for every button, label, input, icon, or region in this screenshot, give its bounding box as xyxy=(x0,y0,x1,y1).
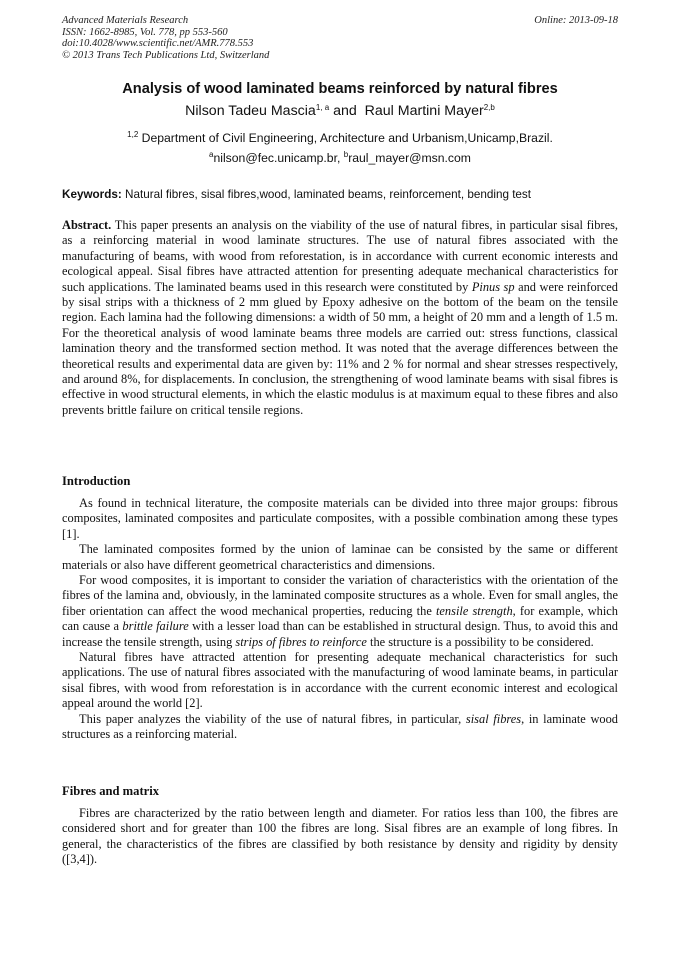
abstract-text-2: and were reinforced by sisal strips with a thickness of 2 mm glued by Epoxy adhesive on the bottom of the beam on the tensile region. Each lamina had the following dimensions: a width of 50 mm, a height of 20 mm and a length of 1.5 m. For the theoretical analysis of wood laminate beams three models are carried out: stress functions, classical lamination theory and the transformed section method. It was noted that the average differences between the theoretical results and experimental data are given by: 11% and 2 % for normal and shear stresses respectively, and around 8%, for displacements. In conclusion, the strengthening of wood laminate beams with sisal fibres is effective in wood structural elements, in which the elastic modulus is at maximum equal to these fibres and also prevents brittle failure on critical tensile regions. xyxy=(62,279,619,417)
intro-p3-text-d: the structure is a possibility to be considered. xyxy=(366,634,594,649)
fibres-paragraph-1: Fibres are characterized by the ratio between length and diameter. For ratios less than 100, the fibres are considered short and for greater than 100 the fibres are long. Sisal fibres are an example of long fibres. In general, the characteristics of the fibres are classified by both resistance by density and rigidity by density ([3,4]). xyxy=(62,806,618,867)
intro-paragraph-5 xyxy=(62,712,618,743)
keywords-label: Keywords: xyxy=(62,188,122,201)
journal-header xyxy=(62,15,618,61)
doi-line: doi:10.4028/www.scientific.net/AMR.778.553 xyxy=(62,38,254,50)
introduction-body xyxy=(62,496,618,743)
intro-paragraph-4: Natural fibres have attracted attention for presenting adequate mechanical characteristics for such applications. The use of natural fibres associated with the manufacturing of wood laminate beams, in particular sisal fibres, with wood from reforestation is in accordance with the current economic interest and ecological appeal around the world [2]. xyxy=(62,650,618,711)
affiliation xyxy=(62,131,618,146)
intro-p5-text-a: This paper analyzes the viability of the use of natural fibres, in particular, xyxy=(79,711,466,726)
email-b: raul_mayer@msn.com xyxy=(348,151,471,165)
affiliation-text: Department of Civil Engineering, Architecture and Urbanism,Unicamp,Brazil. xyxy=(138,131,553,145)
journal-name: Advanced Materials Research xyxy=(62,15,189,26)
intro-paragraph-2: The laminated composites formed by the union of laminae can be consisted by the same or different materials or also have different geometrical characteristics and dimensions. xyxy=(62,542,618,572)
intro-p3-text-c: with a lesser load than can be established in structural design. Thus, to avoid this and increase the tensile strength, using xyxy=(62,619,618,649)
intro-p3-italic-3: strips of fibres to reinforce xyxy=(235,634,367,649)
issn-line: ISSN: 1662-8985, Vol. 778, pp 553-560 xyxy=(62,26,228,38)
fibres-heading: Fibres and matrix xyxy=(62,784,160,798)
intro-p5-italic: sisal fibres xyxy=(465,711,522,726)
online-date: Online: 2013-09-18 xyxy=(534,15,618,26)
author-line xyxy=(62,102,618,120)
paper-title: Analysis of wood laminated beams reinforced by natural fibres xyxy=(122,81,558,97)
intro-paragraph-1: As found in technical literature, the composite materials can be divided into three major groups: fibrous composites, laminated composites and particulate composites, with a possible combination among these types [1]. xyxy=(62,496,618,541)
author-and: and xyxy=(329,103,365,119)
email-a-sup: a xyxy=(209,150,214,159)
email-b-sup: b xyxy=(343,150,349,159)
intro-paragraph-3 xyxy=(62,573,618,650)
author-1-name: Nilson Tadeu Mascia xyxy=(185,103,316,119)
keywords-text: Natural fibres, sisal fibres,wood, laminated beams, reinforcement, bending test xyxy=(121,188,532,201)
abstract-species: Pinus sp xyxy=(471,279,515,294)
keywords xyxy=(62,187,618,202)
affiliation-sup: 1,2 xyxy=(127,130,139,139)
intro-p5-text-b: , in laminate wood structures as a reinforcing material. xyxy=(62,711,618,742)
introduction-heading: Introduction xyxy=(62,474,131,488)
author-2-name: Raul Martini Mayer xyxy=(364,103,484,119)
abstract-text-1: This paper presents an analysis on the viability of the use of natural fibres, in particular sisal fibres, as a reinforcing material in wood laminate structures. The use of natural fibres associated with the manufacturing of beams, with wood from reforestation, is in accordance with current economic interests and ecological appeal. Sisal fibres have attracted attention for presenting adequate mechanical characteristics for such applications. The laminated beams used in this research were constituted by xyxy=(62,218,618,294)
copyright-line: © 2013 Trans Tech Publications Ltd, Switzerland xyxy=(62,49,270,61)
intro-p3-italic-1: tensile strength xyxy=(435,603,513,618)
email-line xyxy=(62,151,618,166)
email-a: nilson@fec.unicamp.br, xyxy=(213,151,344,165)
author-2-sup: 2,b xyxy=(483,103,495,112)
intro-p3-italic-2: brittle failure xyxy=(122,619,189,634)
author-1-sup: 1, a xyxy=(315,103,330,112)
fibres-body xyxy=(62,806,618,868)
intro-p3-text-b: , for example, which can cause a xyxy=(62,603,618,634)
abstract-label: Abstract. xyxy=(62,218,112,232)
abstract xyxy=(62,218,618,418)
intro-p3-text-a: For wood composites, it is important to consider the variation of characteristics with the orientation of the fibres of the lamina and, obviously, in the laminated composite structures as a whole. Even for small angles, the fiber orientation can affect the wood mechanical properties, reducing the xyxy=(62,573,618,618)
